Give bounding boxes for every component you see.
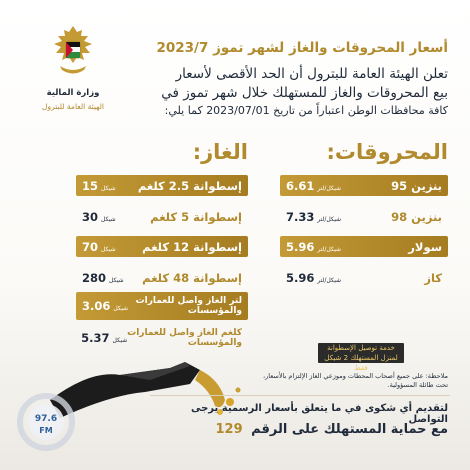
footer-line-2-wrap [148,422,448,437]
gas-label: إسطوانة 5 كلغم [150,209,242,224]
gas-price: 30 [82,209,99,224]
fuel-row-98 [280,206,448,227]
fuel-price: 5.96 [286,239,315,254]
fuel-price: 5.96 [286,270,315,285]
footer-line-1: لتقديم أي شكوى في ما يتعلق بأسعار الرسمية يرجى التواصل [190,403,448,425]
fuel-row-diesel [280,236,448,257]
page-title: أسعار المحروقات والغاز لشهر تموز 2023/7 [156,40,448,56]
radio-watermark-icon [14,388,78,458]
gas-price: 3.06 [82,299,111,313]
gas-row-2-5kg [76,175,248,196]
footer-divider [150,395,450,396]
unit-label: شيكل [109,276,124,284]
fuel-label: بنزين 98 [391,209,442,224]
gas-label-line2: والمؤسسات [187,306,242,316]
intro-line-2: بيع المحروقات والغاز للمستهلك خلال شهر تموز في [161,85,448,101]
intro-line-1: تعلن الهيئة العامة للبترول أن الحد الأقصى لأسعار [175,66,448,82]
unit-label: شيكل/لتر [317,184,342,192]
fuel-price: 6.61 [286,178,315,193]
intro-line-3: كافة محافظات الوطن اعتباراً من تاريخ 2023/07/01 كما يلي: [164,104,448,117]
gas-row-48kg [76,267,248,288]
fuel-heading: المحروقات: [326,140,448,164]
complaint-number: 129 [215,422,243,437]
watermark-freq: 97.6 [34,414,58,424]
gas-label: إسطوانة 2.5 كلغم [137,178,242,193]
gas-heading: الغاز: [192,140,248,164]
unit-label: شيكل [112,337,128,344]
unit-label: شيكل [113,305,129,312]
unit-label: شيكل [101,215,116,223]
gas-price: 70 [82,239,99,254]
fuel-label: بنزين 95 [391,178,442,193]
gas-label: إسطوانة 12 كلغم [142,239,242,254]
unit-label: شيكل/لتر [317,245,342,253]
gas-price: 5.37 [81,331,110,345]
unit-label: شيكل/لتر [317,215,342,223]
gas-price: 280 [82,270,107,285]
fuel-row-95 [280,175,448,196]
authority-name: الهيئة العامة للبترول [42,102,104,111]
unit-label: شيكل [101,245,116,253]
note-line-2: تحت طائلة المسؤولية. [387,381,448,389]
gas-price: 15 [82,178,99,193]
fuel-price: 7.33 [286,209,315,224]
note-line-1: ملاحظة: على جميع أصحاب المحطات وموزعي الغاز الإلتزام بالأسعار، [263,372,448,380]
ministry-name: وزارة المالية [46,88,100,98]
gas-label-line2: والمؤسسات [187,338,242,348]
gas-label-line1: كلغم الغاز واصل للعمارات [127,327,242,338]
gas-label: إسطوانة 48 كلغم [142,270,242,285]
fuel-label: كاز [424,270,442,285]
gas-label-line1: لتر الغاز واصل للعمارات [135,295,242,306]
gas-row-12kg [76,236,248,257]
gas-row-liter-bulk [76,292,248,320]
unit-label: شيكل/لتر [317,276,342,284]
watermark-band: FM [39,426,53,435]
footer-line-2: مع حماية المستهلك على الرقم [251,422,448,437]
delivery-box [318,343,404,372]
gas-row-5kg [76,206,248,227]
fuel-row-kerosene [280,267,448,288]
eagle-emblem-icon [48,22,98,84]
fuel-label: سولار [408,239,442,254]
unit-label: شيكل [101,184,116,192]
delivery-line-1: خدمة توصيل الإسطوانة [327,344,395,352]
delivery-line-2: لمنزل المستهلك 2 شيكل فقط [324,354,398,372]
